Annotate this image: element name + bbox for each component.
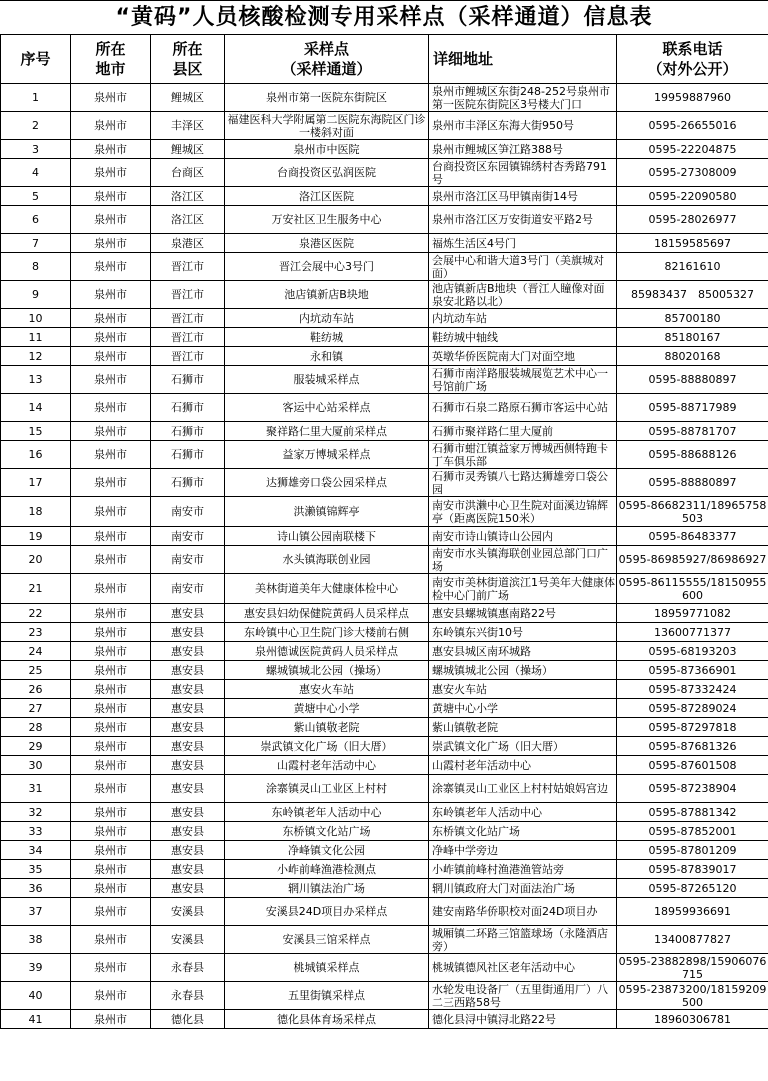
row-county: 惠安县 [151, 822, 225, 841]
row-phone: 0595-88880897 [617, 366, 768, 394]
row-site: 螺城镇城北公园（操场） [225, 661, 429, 680]
table-row [1, 328, 768, 347]
table-row [1, 954, 768, 982]
row-address: 泉州市鲤城区笋江路388号 [429, 140, 617, 159]
row-county: 惠安县 [151, 680, 225, 699]
row-site: 福建医科大学附属第二医院东海院区门诊一楼斜对面 [225, 112, 429, 140]
row-address: 泉州市洛江区万安街道安平路2号 [429, 206, 617, 234]
row-number: 4 [1, 159, 71, 187]
table-row [1, 1010, 768, 1029]
row-county: 石狮市 [151, 469, 225, 497]
row-site: 德化县体育场采样点 [225, 1010, 429, 1029]
row-address: 辋川镇政府大门对面法治广场 [429, 879, 617, 898]
row-number: 12 [1, 347, 71, 366]
row-phone: 85983437 85005327 [617, 281, 768, 309]
row-city: 泉州市 [71, 187, 151, 206]
row-city: 泉州市 [71, 860, 151, 879]
row-county: 惠安县 [151, 699, 225, 718]
row-address: 桃城镇德风社区老年活动中心 [429, 954, 617, 982]
row-site: 客运中心站采样点 [225, 394, 429, 422]
row-number: 36 [1, 879, 71, 898]
row-site: 泉州市中医院 [225, 140, 429, 159]
row-city: 泉州市 [71, 546, 151, 574]
row-city: 泉州市 [71, 140, 151, 159]
row-phone: 0595-88688126 [617, 441, 768, 469]
row-address: 南安市水头镇海联创业园总部门口广场 [429, 546, 617, 574]
row-site: 桃城镇采样点 [225, 954, 429, 982]
row-number: 9 [1, 281, 71, 309]
row-number: 1 [1, 84, 71, 112]
table-row [1, 422, 768, 441]
row-address: 南安市美林街道滨江1号美年大健康体检中心门前广场 [429, 574, 617, 604]
row-address: 涂寨镇灵山工业区上村村姑娘妈宫边 [429, 775, 617, 803]
row-county: 永春县 [151, 954, 225, 982]
row-number: 32 [1, 803, 71, 822]
table-row [1, 775, 768, 803]
row-site: 安溪县24D项目办采样点 [225, 898, 429, 926]
row-city: 泉州市 [71, 680, 151, 699]
row-city: 泉州市 [71, 803, 151, 822]
row-city: 泉州市 [71, 822, 151, 841]
row-phone: 0595-87852001 [617, 822, 768, 841]
table-row [1, 469, 768, 497]
row-site: 洛江区医院 [225, 187, 429, 206]
table-row [1, 546, 768, 574]
row-county: 永春县 [151, 982, 225, 1010]
row-city: 泉州市 [71, 394, 151, 422]
row-county: 惠安县 [151, 841, 225, 860]
table-row [1, 680, 768, 699]
row-county: 泉港区 [151, 234, 225, 253]
row-county: 惠安县 [151, 623, 225, 642]
row-number: 20 [1, 546, 71, 574]
table-row [1, 898, 768, 926]
row-number: 40 [1, 982, 71, 1010]
row-site: 崇武镇文化广场（旧大厝） [225, 737, 429, 756]
row-city: 泉州市 [71, 898, 151, 926]
row-number: 35 [1, 860, 71, 879]
header-phone: 联系电话 （对外公开） [617, 35, 768, 84]
row-phone: 0595-22090580 [617, 187, 768, 206]
row-city: 泉州市 [71, 718, 151, 737]
row-address: 惠安县螺城镇惠南路22号 [429, 604, 617, 623]
row-address: 鞋纺城中轴线 [429, 328, 617, 347]
row-site: 涂寨镇灵山工业区上村村 [225, 775, 429, 803]
table-row [1, 281, 768, 309]
row-city: 泉州市 [71, 926, 151, 954]
row-site: 达狮雄旁口袋公园采样点 [225, 469, 429, 497]
row-county: 惠安县 [151, 718, 225, 737]
row-phone: 0595-87881342 [617, 803, 768, 822]
table-row [1, 860, 768, 879]
row-number: 18 [1, 497, 71, 527]
row-city: 泉州市 [71, 497, 151, 527]
row-county: 惠安县 [151, 642, 225, 661]
row-number: 19 [1, 527, 71, 546]
table-row [1, 879, 768, 898]
row-number: 25 [1, 661, 71, 680]
row-phone: 0595-86483377 [617, 527, 768, 546]
row-site: 永和镇 [225, 347, 429, 366]
row-county: 惠安县 [151, 604, 225, 623]
table-row [1, 803, 768, 822]
row-address: 泉州市洛江区马甲镇南街14号 [429, 187, 617, 206]
row-number: 37 [1, 898, 71, 926]
row-number: 13 [1, 366, 71, 394]
row-site: 东岭镇老年人活动中心 [225, 803, 429, 822]
row-city: 泉州市 [71, 469, 151, 497]
row-city: 泉州市 [71, 309, 151, 328]
header-seq: 序号 [1, 35, 71, 84]
table-row [1, 112, 768, 140]
row-city: 泉州市 [71, 112, 151, 140]
row-phone: 0595-87681326 [617, 737, 768, 756]
row-address: 山霞村老年活动中心 [429, 756, 617, 775]
row-address: 内坑动车站 [429, 309, 617, 328]
row-county: 惠安县 [151, 737, 225, 756]
row-city: 泉州市 [71, 281, 151, 309]
row-phone: 13400877827 [617, 926, 768, 954]
row-address: 英墩华侨医院南大门对面空地 [429, 347, 617, 366]
row-address: 小岞镇前峰村渔港渔管站旁 [429, 860, 617, 879]
row-address: 净峰中学旁边 [429, 841, 617, 860]
row-phone: 19959887960 [617, 84, 768, 112]
table-row [1, 140, 768, 159]
table-row [1, 574, 768, 604]
table-row [1, 394, 768, 422]
row-phone: 18959936691 [617, 898, 768, 926]
row-county: 鲤城区 [151, 84, 225, 112]
row-city: 泉州市 [71, 737, 151, 756]
row-city: 泉州市 [71, 604, 151, 623]
header-address: 详细地址 [429, 35, 617, 84]
row-county: 惠安县 [151, 756, 225, 775]
row-site: 台商投资区弘润医院 [225, 159, 429, 187]
row-address: 崇武镇文化广场（旧大厝） [429, 737, 617, 756]
row-site: 惠安县妇幼保健院黄码人员采样点 [225, 604, 429, 623]
row-county: 洛江区 [151, 187, 225, 206]
row-city: 泉州市 [71, 954, 151, 982]
row-address: 东岭镇老年人活动中心 [429, 803, 617, 822]
table-row [1, 206, 768, 234]
row-number: 39 [1, 954, 71, 982]
row-city: 泉州市 [71, 1010, 151, 1029]
row-address: 南安市洪濑中心卫生院对面溪边锦辉亭（距离医院150米） [429, 497, 617, 527]
table-row [1, 159, 768, 187]
row-site: 辋川镇法治广场 [225, 879, 429, 898]
row-county: 洛江区 [151, 206, 225, 234]
row-county: 南安市 [151, 527, 225, 546]
table-row [1, 441, 768, 469]
row-county: 晋江市 [151, 309, 225, 328]
row-site: 安溪县三馆采样点 [225, 926, 429, 954]
row-phone: 0595-88880897 [617, 469, 768, 497]
row-site: 净峰镇文化公园 [225, 841, 429, 860]
row-address: 建安南路华侨职校对面24D项目办 [429, 898, 617, 926]
row-phone: 0595-23873200/18159209500 [617, 982, 768, 1010]
row-county: 南安市 [151, 497, 225, 527]
row-city: 泉州市 [71, 84, 151, 112]
row-address: 紫山镇敬老院 [429, 718, 617, 737]
row-county: 石狮市 [151, 394, 225, 422]
row-city: 泉州市 [71, 623, 151, 642]
row-county: 惠安县 [151, 879, 225, 898]
row-phone: 0595-87839017 [617, 860, 768, 879]
row-phone: 0595-87332424 [617, 680, 768, 699]
row-number: 33 [1, 822, 71, 841]
table-row [1, 822, 768, 841]
row-site: 惠安火车站 [225, 680, 429, 699]
row-city: 泉州市 [71, 642, 151, 661]
row-county: 石狮市 [151, 441, 225, 469]
row-county: 晋江市 [151, 281, 225, 309]
header-city: 所在 地市 [71, 35, 151, 84]
row-address: 石狮市蚶江镇益家万博城西侧特跑卡丁车俱乐部 [429, 441, 617, 469]
row-site: 泉州市第一医院东街院区 [225, 84, 429, 112]
row-site: 泉州德诚医院黄码人员采样点 [225, 642, 429, 661]
row-address: 南安市诗山镇诗山公园内 [429, 527, 617, 546]
row-city: 泉州市 [71, 441, 151, 469]
row-county: 德化县 [151, 1010, 225, 1029]
row-number: 2 [1, 112, 71, 140]
table-row [1, 926, 768, 954]
table-row [1, 718, 768, 737]
row-phone: 0595-87297818 [617, 718, 768, 737]
row-phone: 0595-86682311/18965758503 [617, 497, 768, 527]
row-phone: 0595-87366901 [617, 661, 768, 680]
row-county: 石狮市 [151, 422, 225, 441]
row-number: 30 [1, 756, 71, 775]
row-county: 惠安县 [151, 803, 225, 822]
row-phone: 88020168 [617, 347, 768, 366]
row-address: 石狮市南洋路服装城展览艺术中心一号馆前广场 [429, 366, 617, 394]
row-number: 17 [1, 469, 71, 497]
table-row [1, 366, 768, 394]
table-row [1, 642, 768, 661]
row-city: 泉州市 [71, 574, 151, 604]
row-county: 安溪县 [151, 926, 225, 954]
header-county: 所在 县区 [151, 35, 225, 84]
row-city: 泉州市 [71, 159, 151, 187]
row-address: 石狮市石泉二路原石狮市客运中心站 [429, 394, 617, 422]
row-site: 东岭镇中心卫生院门诊大楼前右侧 [225, 623, 429, 642]
row-phone: 18960306781 [617, 1010, 768, 1029]
row-phone: 0595-87289024 [617, 699, 768, 718]
row-phone: 0595-88717989 [617, 394, 768, 422]
row-county: 南安市 [151, 574, 225, 604]
table-row [1, 604, 768, 623]
row-number: 27 [1, 699, 71, 718]
row-phone: 18959771082 [617, 604, 768, 623]
row-number: 26 [1, 680, 71, 699]
row-number: 14 [1, 394, 71, 422]
table-row [1, 309, 768, 328]
row-address: 德化县浔中镇浔北路22号 [429, 1010, 617, 1029]
row-phone: 82161610 [617, 253, 768, 281]
row-number: 7 [1, 234, 71, 253]
row-number: 6 [1, 206, 71, 234]
row-phone: 18159585697 [617, 234, 768, 253]
sampling-sites-table [0, 34, 768, 1029]
row-site: 水头镇海联创业园 [225, 546, 429, 574]
row-city: 泉州市 [71, 234, 151, 253]
row-number: 22 [1, 604, 71, 623]
row-address: 黄塘中心小学 [429, 699, 617, 718]
row-address: 螺城镇城北公园（操场） [429, 661, 617, 680]
row-site: 万安社区卫生服务中心 [225, 206, 429, 234]
row-phone: 0595-22204875 [617, 140, 768, 159]
row-city: 泉州市 [71, 775, 151, 803]
row-phone: 13600771377 [617, 623, 768, 642]
table-row [1, 187, 768, 206]
row-site: 东桥镇文化站广场 [225, 822, 429, 841]
row-number: 3 [1, 140, 71, 159]
row-number: 16 [1, 441, 71, 469]
row-county: 台商区 [151, 159, 225, 187]
row-site: 洪濑镇锦辉亭 [225, 497, 429, 527]
row-address: 石狮市聚祥路仁里大厦前 [429, 422, 617, 441]
row-phone: 0595-28026977 [617, 206, 768, 234]
row-city: 泉州市 [71, 527, 151, 546]
row-address: 石狮市灵秀镇八七路达狮雄旁口袋公园 [429, 469, 617, 497]
row-city: 泉州市 [71, 253, 151, 281]
row-site: 晋江会展中心3号门 [225, 253, 429, 281]
row-phone: 0595-87801209 [617, 841, 768, 860]
table-row [1, 982, 768, 1010]
row-address: 水轮发电设备厂（五里街通用厂）八二三西路58号 [429, 982, 617, 1010]
row-phone: 0595-87265120 [617, 879, 768, 898]
row-city: 泉州市 [71, 422, 151, 441]
row-address: 池店镇新店B地块（晋江人瞳像对面泉安北路以北） [429, 281, 617, 309]
row-phone: 0595-86985927/86986927 [617, 546, 768, 574]
row-phone: 0595-86115555/18150955600 [617, 574, 768, 604]
row-site: 聚祥路仁里大厦前采样点 [225, 422, 429, 441]
row-phone: 85700180 [617, 309, 768, 328]
row-county: 鲤城区 [151, 140, 225, 159]
row-site: 紫山镇敬老院 [225, 718, 429, 737]
row-phone: 0595-88781707 [617, 422, 768, 441]
row-city: 泉州市 [71, 841, 151, 860]
row-county: 石狮市 [151, 366, 225, 394]
row-address: 惠安火车站 [429, 680, 617, 699]
row-site: 内坑动车站 [225, 309, 429, 328]
row-number: 31 [1, 775, 71, 803]
row-address: 城厢镇二环路三馆篮球场（永隆酒店旁） [429, 926, 617, 954]
row-city: 泉州市 [71, 661, 151, 680]
row-site: 黄塘中心小学 [225, 699, 429, 718]
table-header-row [1, 35, 768, 84]
row-number: 23 [1, 623, 71, 642]
table-row [1, 841, 768, 860]
row-number: 34 [1, 841, 71, 860]
row-number: 41 [1, 1010, 71, 1029]
row-address: 东岭镇东兴街10号 [429, 623, 617, 642]
table-row [1, 699, 768, 718]
row-phone: 85180167 [617, 328, 768, 347]
row-number: 8 [1, 253, 71, 281]
row-phone: 0595-68193203 [617, 642, 768, 661]
row-number: 15 [1, 422, 71, 441]
row-county: 晋江市 [151, 347, 225, 366]
row-phone: 0595-27308009 [617, 159, 768, 187]
row-number: 10 [1, 309, 71, 328]
row-site: 泉港区医院 [225, 234, 429, 253]
row-number: 11 [1, 328, 71, 347]
row-site: 益家万博城采样点 [225, 441, 429, 469]
table-row [1, 253, 768, 281]
row-number: 38 [1, 926, 71, 954]
row-site: 诗山镇公园南联楼下 [225, 527, 429, 546]
row-phone: 0595-26655016 [617, 112, 768, 140]
table-row [1, 347, 768, 366]
row-address: 泉州市丰泽区东海大街950号 [429, 112, 617, 140]
row-city: 泉州市 [71, 366, 151, 394]
row-address: 台商投资区东园镇锦绣村杏秀路791号 [429, 159, 617, 187]
table-row [1, 623, 768, 642]
row-site: 山霞村老年活动中心 [225, 756, 429, 775]
row-number: 5 [1, 187, 71, 206]
table-row [1, 737, 768, 756]
row-county: 晋江市 [151, 328, 225, 347]
row-phone: 0595-23882898/15906076715 [617, 954, 768, 982]
row-site: 五里街镇采样点 [225, 982, 429, 1010]
row-city: 泉州市 [71, 206, 151, 234]
row-county: 惠安县 [151, 661, 225, 680]
row-county: 惠安县 [151, 775, 225, 803]
row-number: 24 [1, 642, 71, 661]
row-number: 29 [1, 737, 71, 756]
table-row [1, 497, 768, 527]
row-address: 泉州市鲤城区东街248-252号泉州市第一医院东街院区3号楼大门口 [429, 84, 617, 112]
row-address: 福炼生活区4号门 [429, 234, 617, 253]
row-city: 泉州市 [71, 756, 151, 775]
row-county: 惠安县 [151, 860, 225, 879]
table-body [1, 84, 768, 1029]
row-address: 会展中心和谐大道3号门（美旗城对面） [429, 253, 617, 281]
row-address: 东桥镇文化站广场 [429, 822, 617, 841]
row-number: 28 [1, 718, 71, 737]
row-city: 泉州市 [71, 982, 151, 1010]
header-site: 采样点 （采样通道） [225, 35, 429, 84]
row-phone: 0595-87601508 [617, 756, 768, 775]
row-site: 服装城采样点 [225, 366, 429, 394]
row-phone: 0595-87238904 [617, 775, 768, 803]
row-address: 惠安县城区南环城路 [429, 642, 617, 661]
table-row [1, 661, 768, 680]
row-number: 21 [1, 574, 71, 604]
row-site: 美林街道美年大健康体检中心 [225, 574, 429, 604]
row-site: 池店镇新店B块地 [225, 281, 429, 309]
row-city: 泉州市 [71, 879, 151, 898]
table-row [1, 527, 768, 546]
row-county: 晋江市 [151, 253, 225, 281]
table-row [1, 756, 768, 775]
row-city: 泉州市 [71, 328, 151, 347]
table-row [1, 234, 768, 253]
table-row [1, 84, 768, 112]
page-title: “黄码”人员核酸检测专用采样点（采样通道）信息表 [0, 0, 768, 34]
row-county: 安溪县 [151, 898, 225, 926]
row-city: 泉州市 [71, 347, 151, 366]
row-city: 泉州市 [71, 699, 151, 718]
row-county: 丰泽区 [151, 112, 225, 140]
row-site: 鞋纺城 [225, 328, 429, 347]
row-site: 小岞前峰渔港检测点 [225, 860, 429, 879]
row-county: 南安市 [151, 546, 225, 574]
